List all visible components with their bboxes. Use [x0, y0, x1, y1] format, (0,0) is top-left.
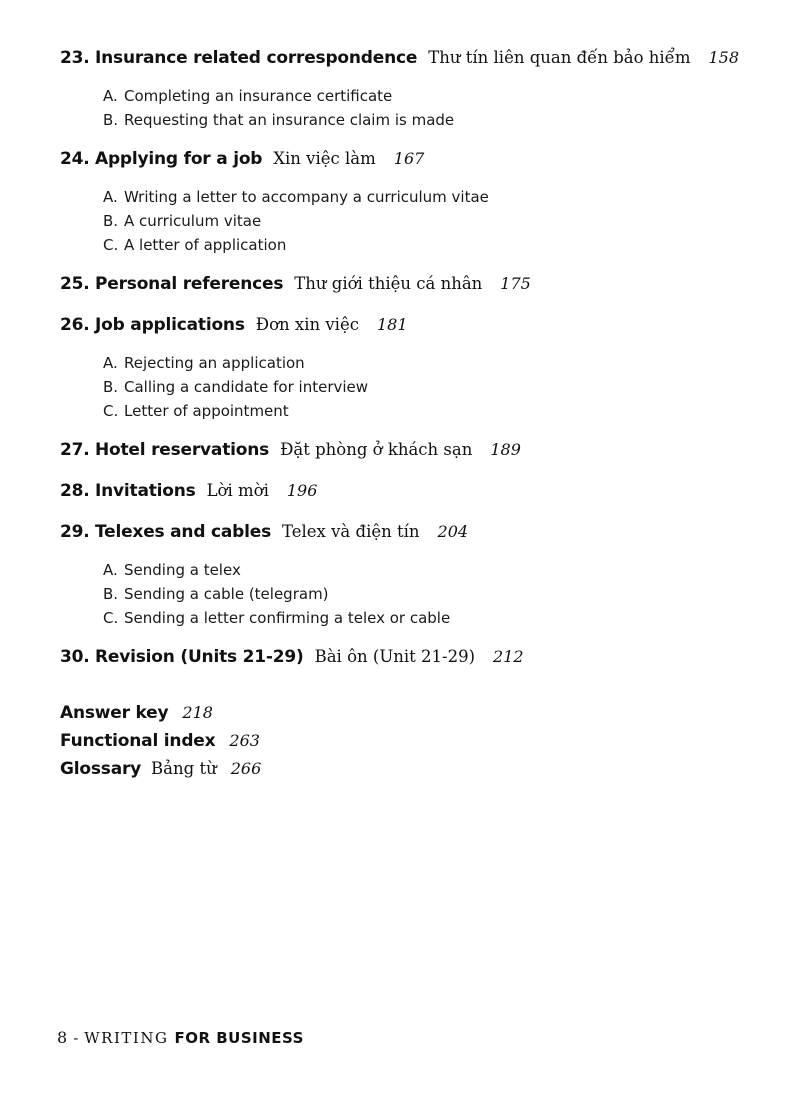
toc-entry-heading	[60, 44, 760, 72]
toc-entry	[60, 477, 760, 505]
footer-separator: -	[73, 1029, 79, 1047]
footer-book-title-bold: FOR BUSINESS	[174, 1029, 304, 1047]
entry-page-number: 175	[500, 274, 531, 293]
subitem-text: Writing a letter to accompany a curriculum vitae	[124, 188, 489, 206]
entry-page-number: 196	[286, 481, 318, 500]
page-footer	[57, 1028, 304, 1047]
entry-number: 27.	[60, 440, 90, 460]
back-matter-entry	[60, 699, 760, 727]
back-matter-page-number: 218	[182, 703, 213, 722]
subitem-text: Sending a cable (telegram)	[124, 585, 329, 603]
toc-entry	[60, 270, 760, 298]
back-matter-title: Glossary	[60, 759, 142, 779]
entry-subtitle: Thư tín liên quan đến bảo hiểm	[428, 48, 691, 67]
entry-subitem-list	[60, 185, 760, 257]
subitem-text: Calling a candidate for interview	[124, 378, 369, 396]
back-matter-entry	[60, 755, 760, 783]
entry-subitem-list	[60, 558, 760, 630]
entry-subtitle: Đặt phòng ở khách sạn	[280, 440, 473, 459]
entry-number: 30.	[60, 647, 90, 667]
entry-subtitle: Lời mời	[206, 481, 269, 500]
subitem-letter: C.	[103, 609, 119, 627]
toc-subitem	[103, 606, 760, 630]
entry-page-number: 212	[493, 647, 524, 666]
entry-number: 29.	[60, 522, 90, 542]
entry-subtitle: Thư giới thiệu cá nhân	[294, 274, 483, 293]
subitem-letter: B.	[103, 585, 119, 603]
entry-page-number: 189	[490, 440, 521, 459]
toc-subitem	[103, 209, 760, 233]
subitem-letter: A.	[103, 561, 118, 579]
footer-page-number: 8	[57, 1028, 68, 1047]
toc-subitem	[103, 351, 760, 375]
entry-title: Revision (Units 21-29)	[95, 647, 304, 667]
toc-entry-heading	[60, 270, 760, 298]
toc-entry-heading	[60, 643, 760, 671]
entry-subtitle: Bài ôn (Unit 21-29)	[314, 647, 476, 666]
toc-entry	[60, 44, 760, 132]
toc-entry	[60, 145, 760, 257]
toc-subitem	[103, 84, 760, 108]
toc-entry-heading	[60, 311, 760, 339]
subitem-text: Sending a telex	[124, 561, 241, 579]
back-matter-subtitle: Bảng từ	[151, 759, 217, 778]
toc-subitem	[103, 375, 760, 399]
entry-page-number: 204	[437, 522, 469, 541]
entry-number: 28.	[60, 481, 90, 501]
toc-subitem	[103, 233, 760, 257]
subitem-letter: A.	[103, 354, 118, 372]
entry-subtitle: Xin việc làm	[273, 149, 376, 168]
back-matter-entry	[60, 727, 760, 755]
back-matter-section	[60, 699, 760, 783]
entry-number: 25.	[60, 274, 90, 294]
entry-subtitle: Telex và điện tín	[282, 522, 420, 541]
entry-page-number: 167	[393, 149, 425, 168]
subitem-text: A curriculum vitae	[124, 212, 262, 230]
subitem-text: Requesting that an insurance claim is made	[124, 111, 455, 129]
toc-subitem	[103, 108, 760, 132]
entry-title: Hotel reservations	[95, 440, 270, 460]
subitem-text: Sending a letter confirming a telex or cable	[124, 609, 451, 627]
subitem-text: Letter of appointment	[124, 402, 289, 420]
toc-entry	[60, 311, 760, 423]
entry-page-number: 158	[708, 48, 740, 67]
subitem-text: A letter of application	[124, 236, 287, 254]
toc-subitem	[103, 185, 760, 209]
entry-subitem-list	[60, 84, 760, 132]
footer-book-title-regular: WRITING	[84, 1029, 169, 1047]
entry-number: 24.	[60, 149, 90, 169]
back-matter-title: Functional index	[60, 731, 216, 751]
toc-entry	[60, 518, 760, 630]
entry-title: Job applications	[95, 315, 245, 335]
subitem-letter: B.	[103, 212, 119, 230]
back-matter-page-number: 263	[229, 731, 260, 750]
entry-number: 23.	[60, 48, 90, 68]
toc-subitem	[103, 582, 760, 606]
entry-title: Applying for a job	[95, 149, 263, 169]
subitem-letter: B.	[103, 111, 119, 129]
toc-entry	[60, 643, 760, 671]
entry-number: 26.	[60, 315, 90, 335]
entry-title: Personal references	[95, 274, 284, 294]
subitem-letter: B.	[103, 378, 119, 396]
toc-entry-heading	[60, 477, 760, 505]
entry-title: Telexes and cables	[95, 522, 272, 542]
entry-subitem-list	[60, 351, 760, 423]
toc-subitem	[103, 399, 760, 423]
subitem-letter: A.	[103, 188, 118, 206]
entry-page-number: 181	[376, 315, 408, 334]
subitem-letter: C.	[103, 402, 119, 420]
entry-title: Insurance related correspondence	[95, 48, 418, 68]
subitem-letter: A.	[103, 87, 118, 105]
back-matter-page-number: 266	[230, 759, 262, 778]
back-matter-title: Answer key	[60, 703, 169, 723]
toc-entry-heading	[60, 518, 760, 546]
subitem-text: Rejecting an application	[124, 354, 305, 372]
toc-entry-heading	[60, 436, 760, 464]
subitem-text: Completing an insurance certificate	[124, 87, 393, 105]
entry-subtitle: Đơn xin việc	[255, 315, 359, 334]
subitem-letter: C.	[103, 236, 119, 254]
toc-subitem	[103, 558, 760, 582]
entry-title: Invitations	[95, 481, 196, 501]
toc-entry-heading	[60, 145, 760, 173]
toc-entry	[60, 436, 760, 464]
